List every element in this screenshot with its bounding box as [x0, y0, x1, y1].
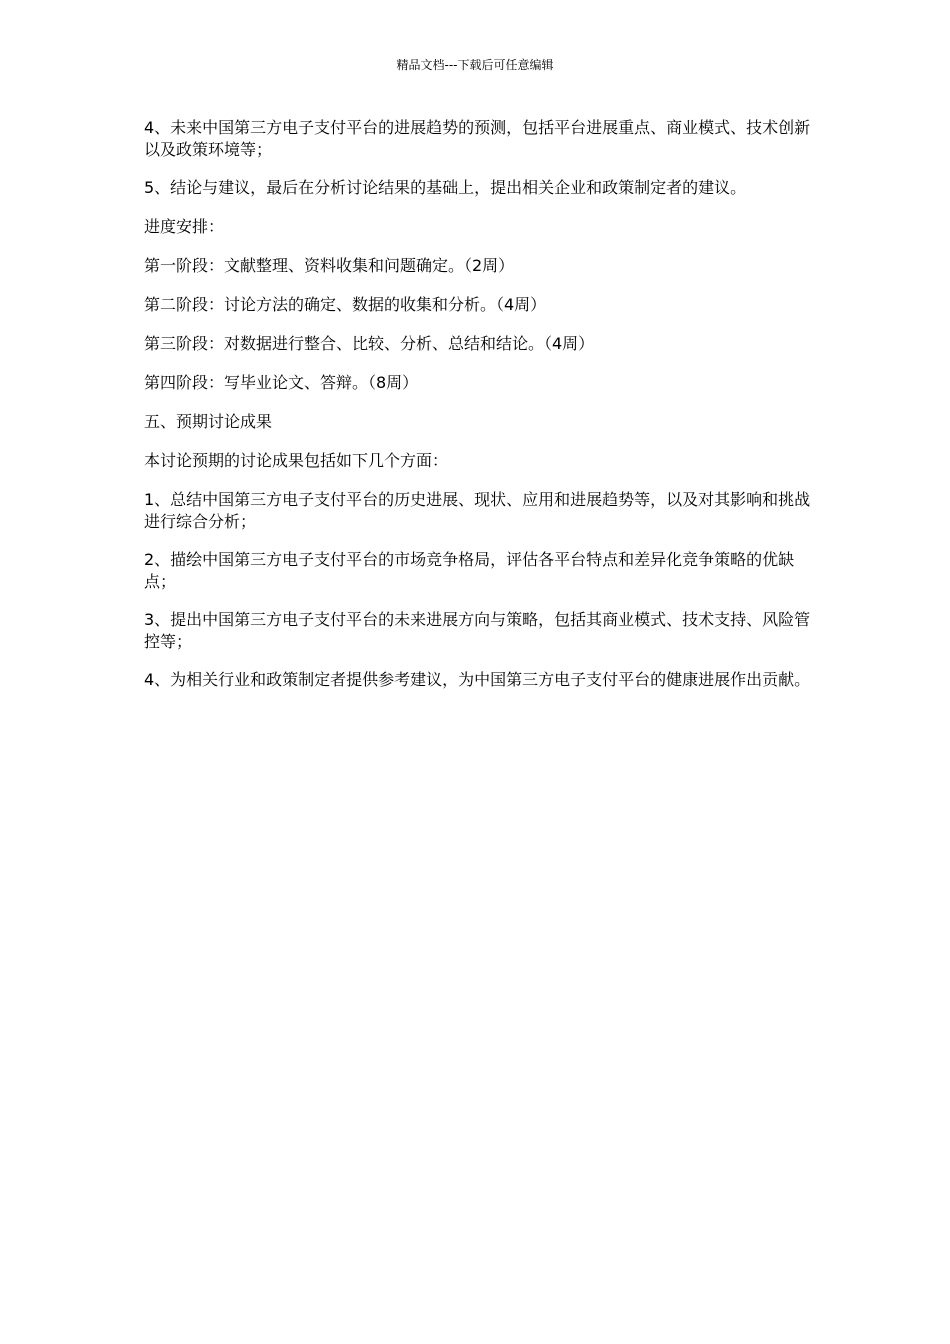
- page-header: 精品文档---下载后可任意编辑: [396, 58, 554, 72]
- paragraph-schedule-heading: 进度安排：: [144, 217, 225, 236]
- paragraph-stage-one: 第一阶段：文献整理、资料收集和问题确定。（2周）: [144, 256, 515, 275]
- paragraph-stage-four: 第四阶段：写毕业论文、答辩。（8周）: [144, 373, 419, 392]
- paragraph-forecast-trends: 4、未来中国第三方电子支付平台的进展趋势的预测，包括平台进展重点、商业模式、技术创新以及政策环境等；: [144, 118, 811, 159]
- document-body: [144, 117, 820, 707]
- paragraph-conclusions: 5、结论与建议，最后在分析讨论结果的基础上，提出相关企业和政策制定者的建议。: [144, 178, 747, 197]
- paragraph-stage-two: 第二阶段：讨论方法的确定、数据的收集和分析。（4周）: [144, 295, 547, 314]
- paragraph-result-one: 1、总结中国第三方电子支付平台的历史进展、现状、应用和进展趋势等，以及对其影响和挑战进行综合分析；: [144, 490, 811, 531]
- paragraph-result-two: 2、描绘中国第三方电子支付平台的市场竞争格局，评估各平台特点和差异化竞争策略的优缺点；: [144, 550, 795, 591]
- paragraph-stage-three: 第三阶段：对数据进行整合、比较、分析、总结和结论。（4周）: [144, 334, 595, 353]
- paragraph-result-four: 4、为相关行业和政策制定者提供参考建议，为中国第三方电子支付平台的健康进展作出贡献。: [144, 670, 811, 689]
- paragraph-results-intro: 本讨论预期的讨论成果包括如下几个方面：: [144, 451, 449, 470]
- paragraph-result-three: 3、提出中国第三方电子支付平台的未来进展方向与策略，包括其商业模式、技术支持、风险管控等；: [144, 610, 811, 651]
- section-heading-expected-results: 五、预期讨论成果: [144, 412, 273, 431]
